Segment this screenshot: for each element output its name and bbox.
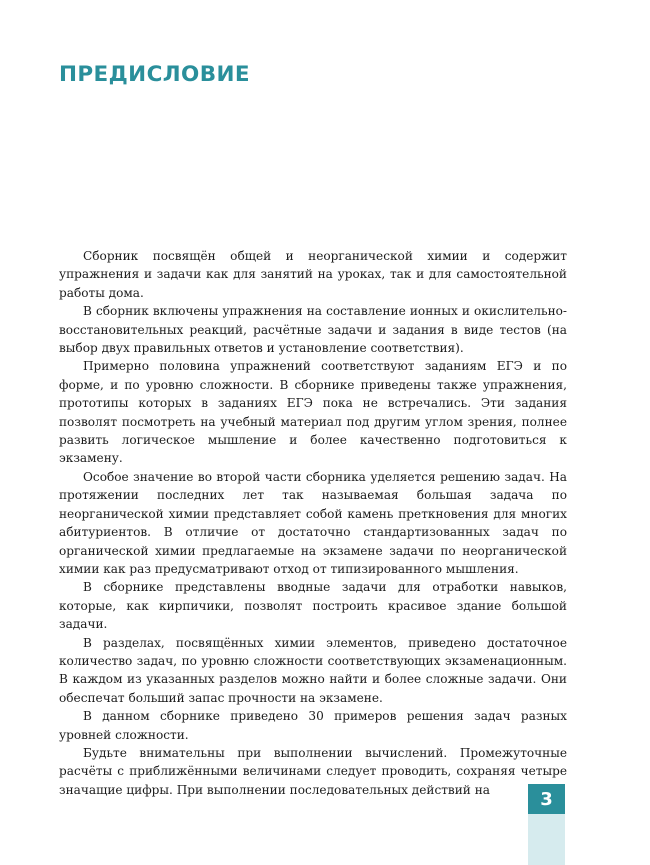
paragraph: В разделах, посвящённых химии элементов, приведено достаточное количество задач, по уровню сложности соответствующих экзаменационным. В каждом из указанных разделов можно найти и более сложные задачи. Они обеспечат больший запас прочности на экзамене. bbox=[59, 635, 567, 705]
page-number-badge bbox=[528, 784, 565, 814]
paragraph: Будьте внимательны при выполнении вычислений. Промежуточные расчёты с приближёнными величинами следует проводить, сохраняя четыре значащие цифры. При выполнении последовательных действий на bbox=[59, 745, 567, 797]
body-text bbox=[59, 247, 567, 799]
paragraph: Особое значение во второй части сборника уделяется решению задач. На протяжении последних лет так называемая большая задача по неорганической химии представляет собой камень преткновения для многих абитуриентов. В отличие от достаточно стандартизованных задач по органической химии предлагаемые на экзамене задачи по неорганической химии как раз предусматривают отход от типизированного мышления. bbox=[59, 469, 567, 576]
paragraph: В сборнике представлены вводные задачи для отработки навыков, которые, как кирпичики, позволят построить красивое здание большой задачи. bbox=[59, 580, 567, 632]
page-number: 3 bbox=[540, 788, 553, 810]
page-heading: ПРЕДИСЛОВИЕ bbox=[59, 62, 250, 87]
paragraph: В данном сборнике приведено 30 примеров решения задач разных уровней сложности. bbox=[59, 709, 567, 742]
paragraph: Примерно половина упражнений соответствуют заданиям ЕГЭ и по форме, и по уровню сложности. В сборнике приведены также упражнения, прототипы которых в заданиях ЕГЭ пока не встречались. Эти задания позволят посмотреть на учебный материал под другим углом зрения, полнее развить логическое мышление и более качественно подготовиться к экзамену. bbox=[59, 359, 567, 466]
paragraph: Сборник посвящён общей и неорганической химии и содержит упражнения и задачи как для занятий на уроках, так и для самостоятельной работы дома. bbox=[59, 249, 567, 300]
paragraph: В сборник включены упражнения на составление ионных и окислительно-восстановительных реакций, расчётные задачи и задания в виде тестов (на выбор двух правильных ответов и установление соответствия). bbox=[59, 304, 567, 356]
